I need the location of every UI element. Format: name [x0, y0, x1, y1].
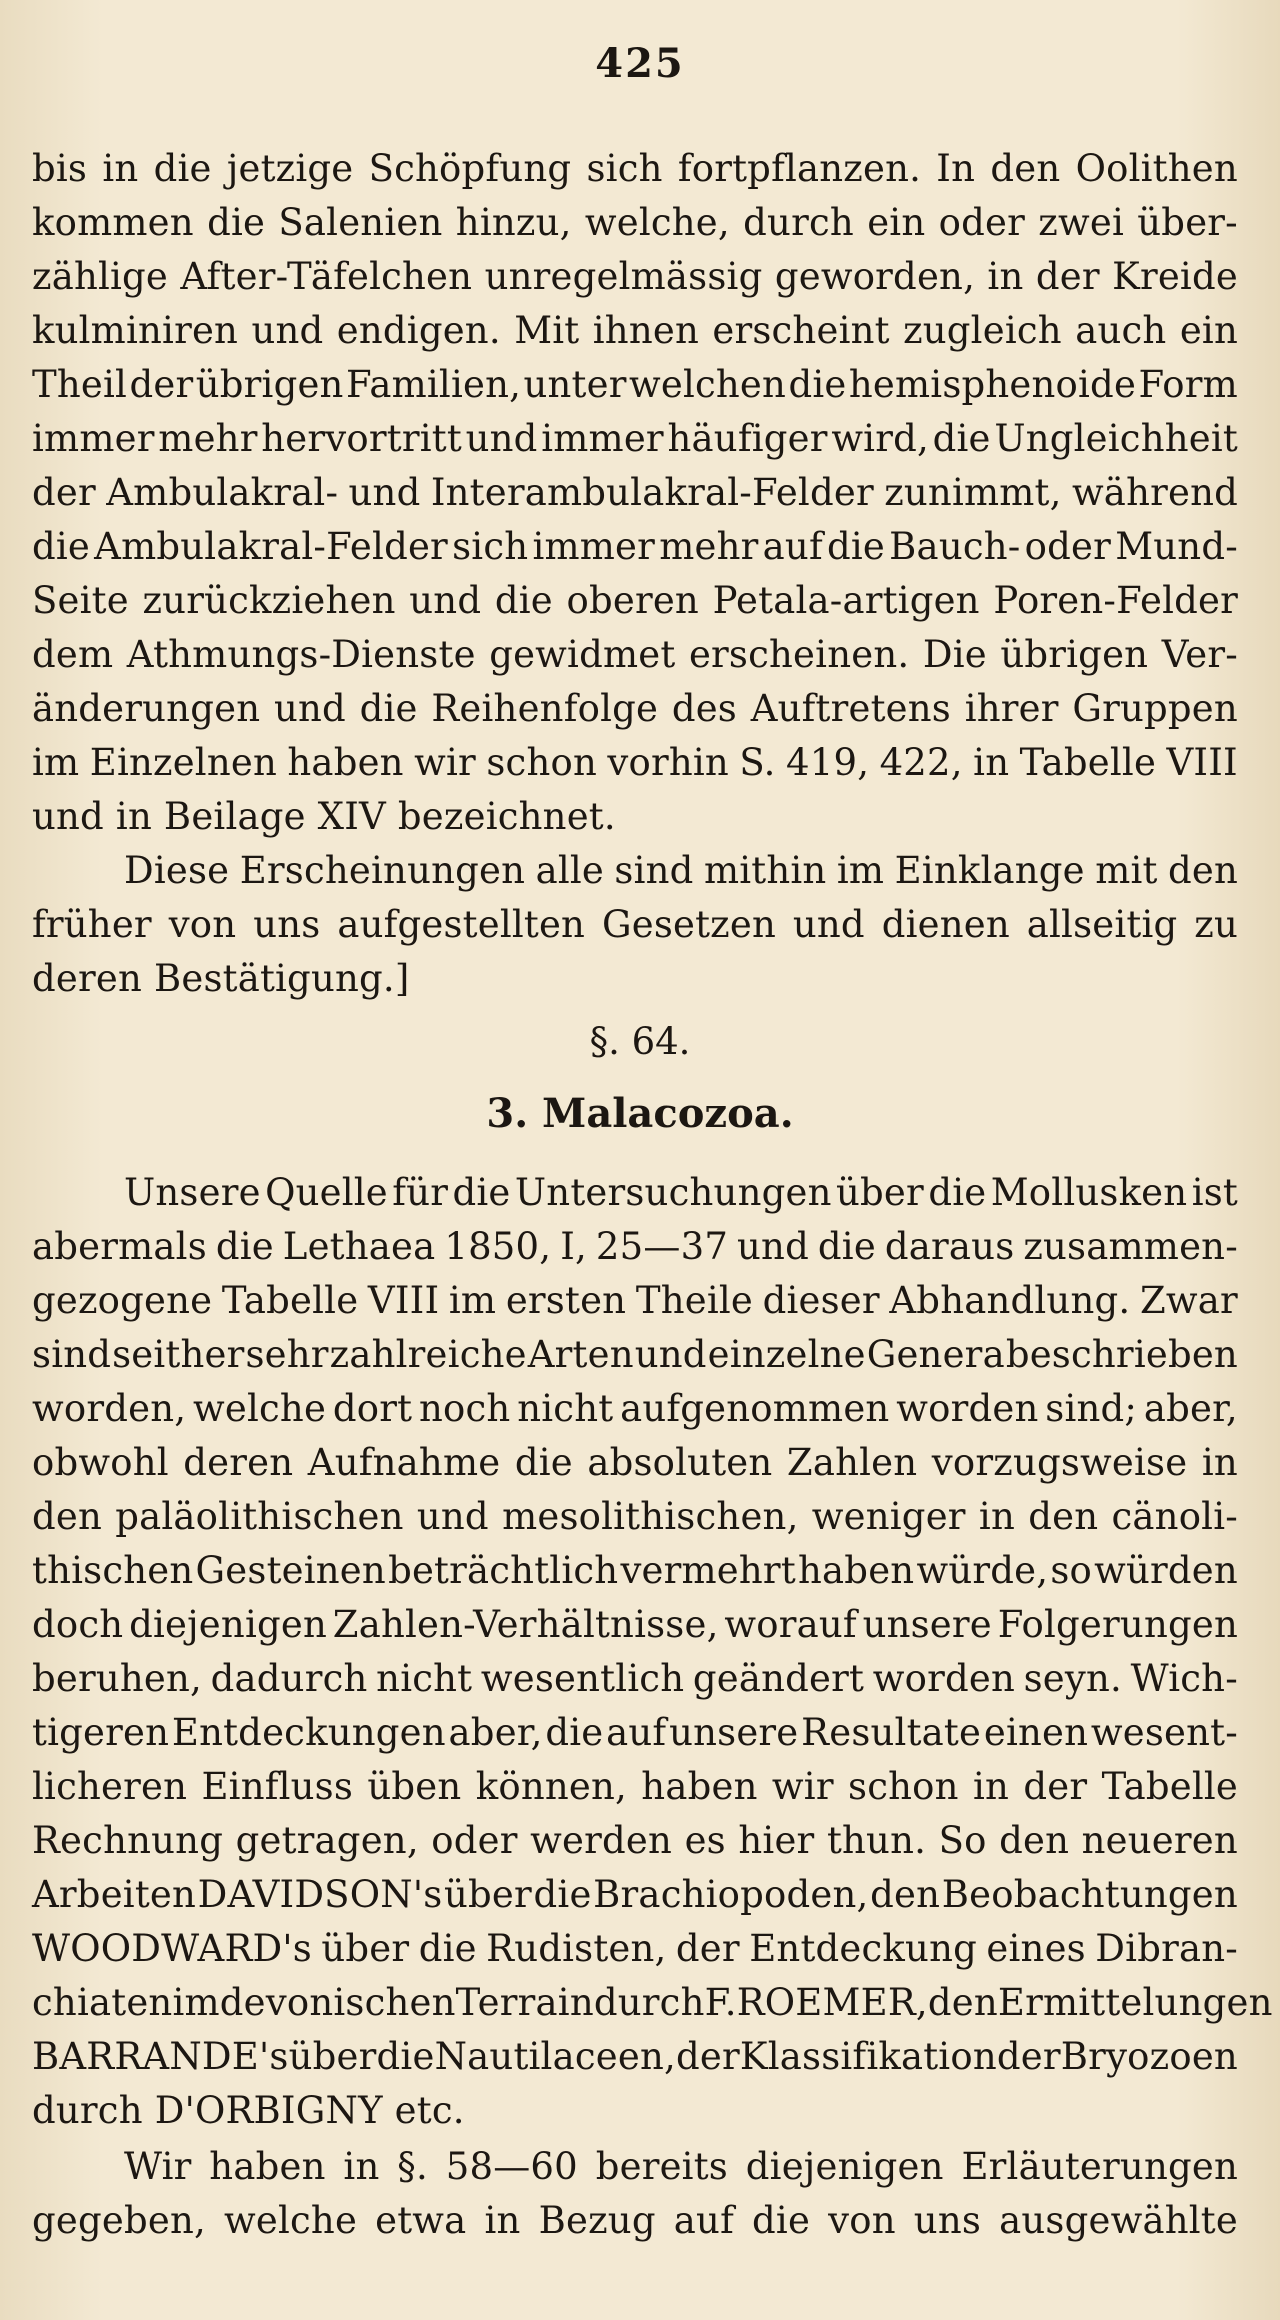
text-line: die Ambulakral-Felder sich immer mehr auf die Bauch- oder Mund-	[32, 525, 1238, 568]
text-line: kommen die Salenien hinzu, welche, durch ein oder zwei über-	[32, 201, 1238, 244]
text-line: zählige After-Täfelchen unregelmässig geworden, in der Kreide	[32, 255, 1238, 298]
paragraph-1	[32, 142, 1238, 844]
page-number: 425	[595, 40, 685, 87]
paragraph-3	[32, 1166, 1273, 2138]
text-line: Arbeiten DAVIDSON's über die Brachiopoden, den Beobachtungen	[32, 1873, 1238, 1916]
text-line: durch D'ORBIGNY etc.	[32, 2089, 465, 2132]
text-line: obwohl deren Aufnahme die absoluten Zahlen vorzugsweise in	[32, 1441, 1238, 1484]
text-line: Unsere Quelle für die Untersuchungen über die Mollusken ist	[124, 1171, 1238, 1214]
text-line: tigeren Entdeckungen aber, die auf unsere Resultate einen wesent-	[32, 1711, 1238, 1754]
text-line: thischen Gesteinen beträchtlich vermehrt haben würde, so würden	[32, 1549, 1238, 1592]
text-line: immer mehr hervortritt und immer häufiger wird, die Ungleichheit	[32, 417, 1238, 460]
text-line: doch diejenigen Zahlen-Verhältnisse, worauf unsere Folgerungen	[32, 1603, 1238, 1646]
text-line: Seite zurückziehen und die oberen Petala-artigen Poren-Felder	[32, 579, 1238, 622]
text-line: kulminiren und endigen. Mit ihnen erscheint zugleich auch ein	[32, 309, 1238, 352]
text-line: sind seither sehr zahlreiche Arten und einzelne Genera beschrieben	[32, 1333, 1238, 1376]
text-line: chiaten im devonischen Terrain durch F. ROEMER, den Ermittelungen	[32, 1981, 1273, 2024]
section-number: §. 64.	[589, 1020, 691, 1063]
text-line: WOODWARD's über die Rudisten, der Entdeckung eines Dibran-	[32, 1927, 1238, 1970]
text-line: BARRANDE's über die Nautilaceen, der Klassifikation der Bryozoen	[32, 2035, 1238, 2078]
text-line: worden, welche dort noch nicht aufgenommen worden sind; aber,	[32, 1387, 1238, 1430]
text-line: der Ambulakral- und Interambulakral-Felder zunimmt, während	[32, 471, 1238, 514]
section-title: 3. Malacozoa.	[486, 1090, 794, 1137]
text-line: gezogene Tabelle VIII im ersten Theile dieser Abhandlung. Zwar	[32, 1279, 1238, 1322]
text-line: licheren Einfluss üben können, haben wir schon in der Tabelle	[32, 1765, 1238, 1808]
text-line: früher von uns aufgestellten Gesetzen und dienen allseitig zu	[32, 903, 1238, 946]
text-line: beruhen, dadurch nicht wesentlich geändert worden seyn. Wich-	[32, 1657, 1238, 1700]
text-line: bis in die jetzige Schöpfung sich fortpflanzen. In den Oolithen	[32, 147, 1238, 190]
text-line: Diese Erscheinungen alle sind mithin im Einklange mit den	[124, 849, 1238, 892]
text-line: abermals die Lethaea 1850, I, 25—37 und die daraus zusammen-	[32, 1225, 1238, 1268]
text-line: Theil der übrigen Familien, unter welchen die hemisphenoide Form	[32, 363, 1238, 406]
text-line: und in Beilage XIV bezeichnet.	[32, 795, 616, 838]
text-line: deren Bestätigung.]	[32, 957, 410, 1000]
text-line: dem Athmungs-Dienste gewidmet erscheinen. Die übrigen Ver-	[32, 633, 1238, 676]
text-line: gegeben, welche etwa in Bezug auf die von uns ausgewählte	[32, 2199, 1238, 2242]
text-line: den paläolithischen und mesolithischen, weniger in den cänoli-	[32, 1495, 1238, 1538]
text-line: im Einzelnen haben wir schon vorhin S. 419, 422, in Tabelle VIII	[32, 741, 1238, 784]
text-line: änderungen und die Reihenfolge des Auftretens ihrer Gruppen	[32, 687, 1238, 730]
paragraph-2	[32, 844, 1238, 1006]
text-line: Wir haben in §. 58—60 bereits diejenigen Erläuterungen	[124, 2145, 1238, 2188]
text-line: Rechnung getragen, oder werden es hier thun. So den neueren	[32, 1819, 1238, 1862]
paragraph-4	[32, 2140, 1238, 2248]
